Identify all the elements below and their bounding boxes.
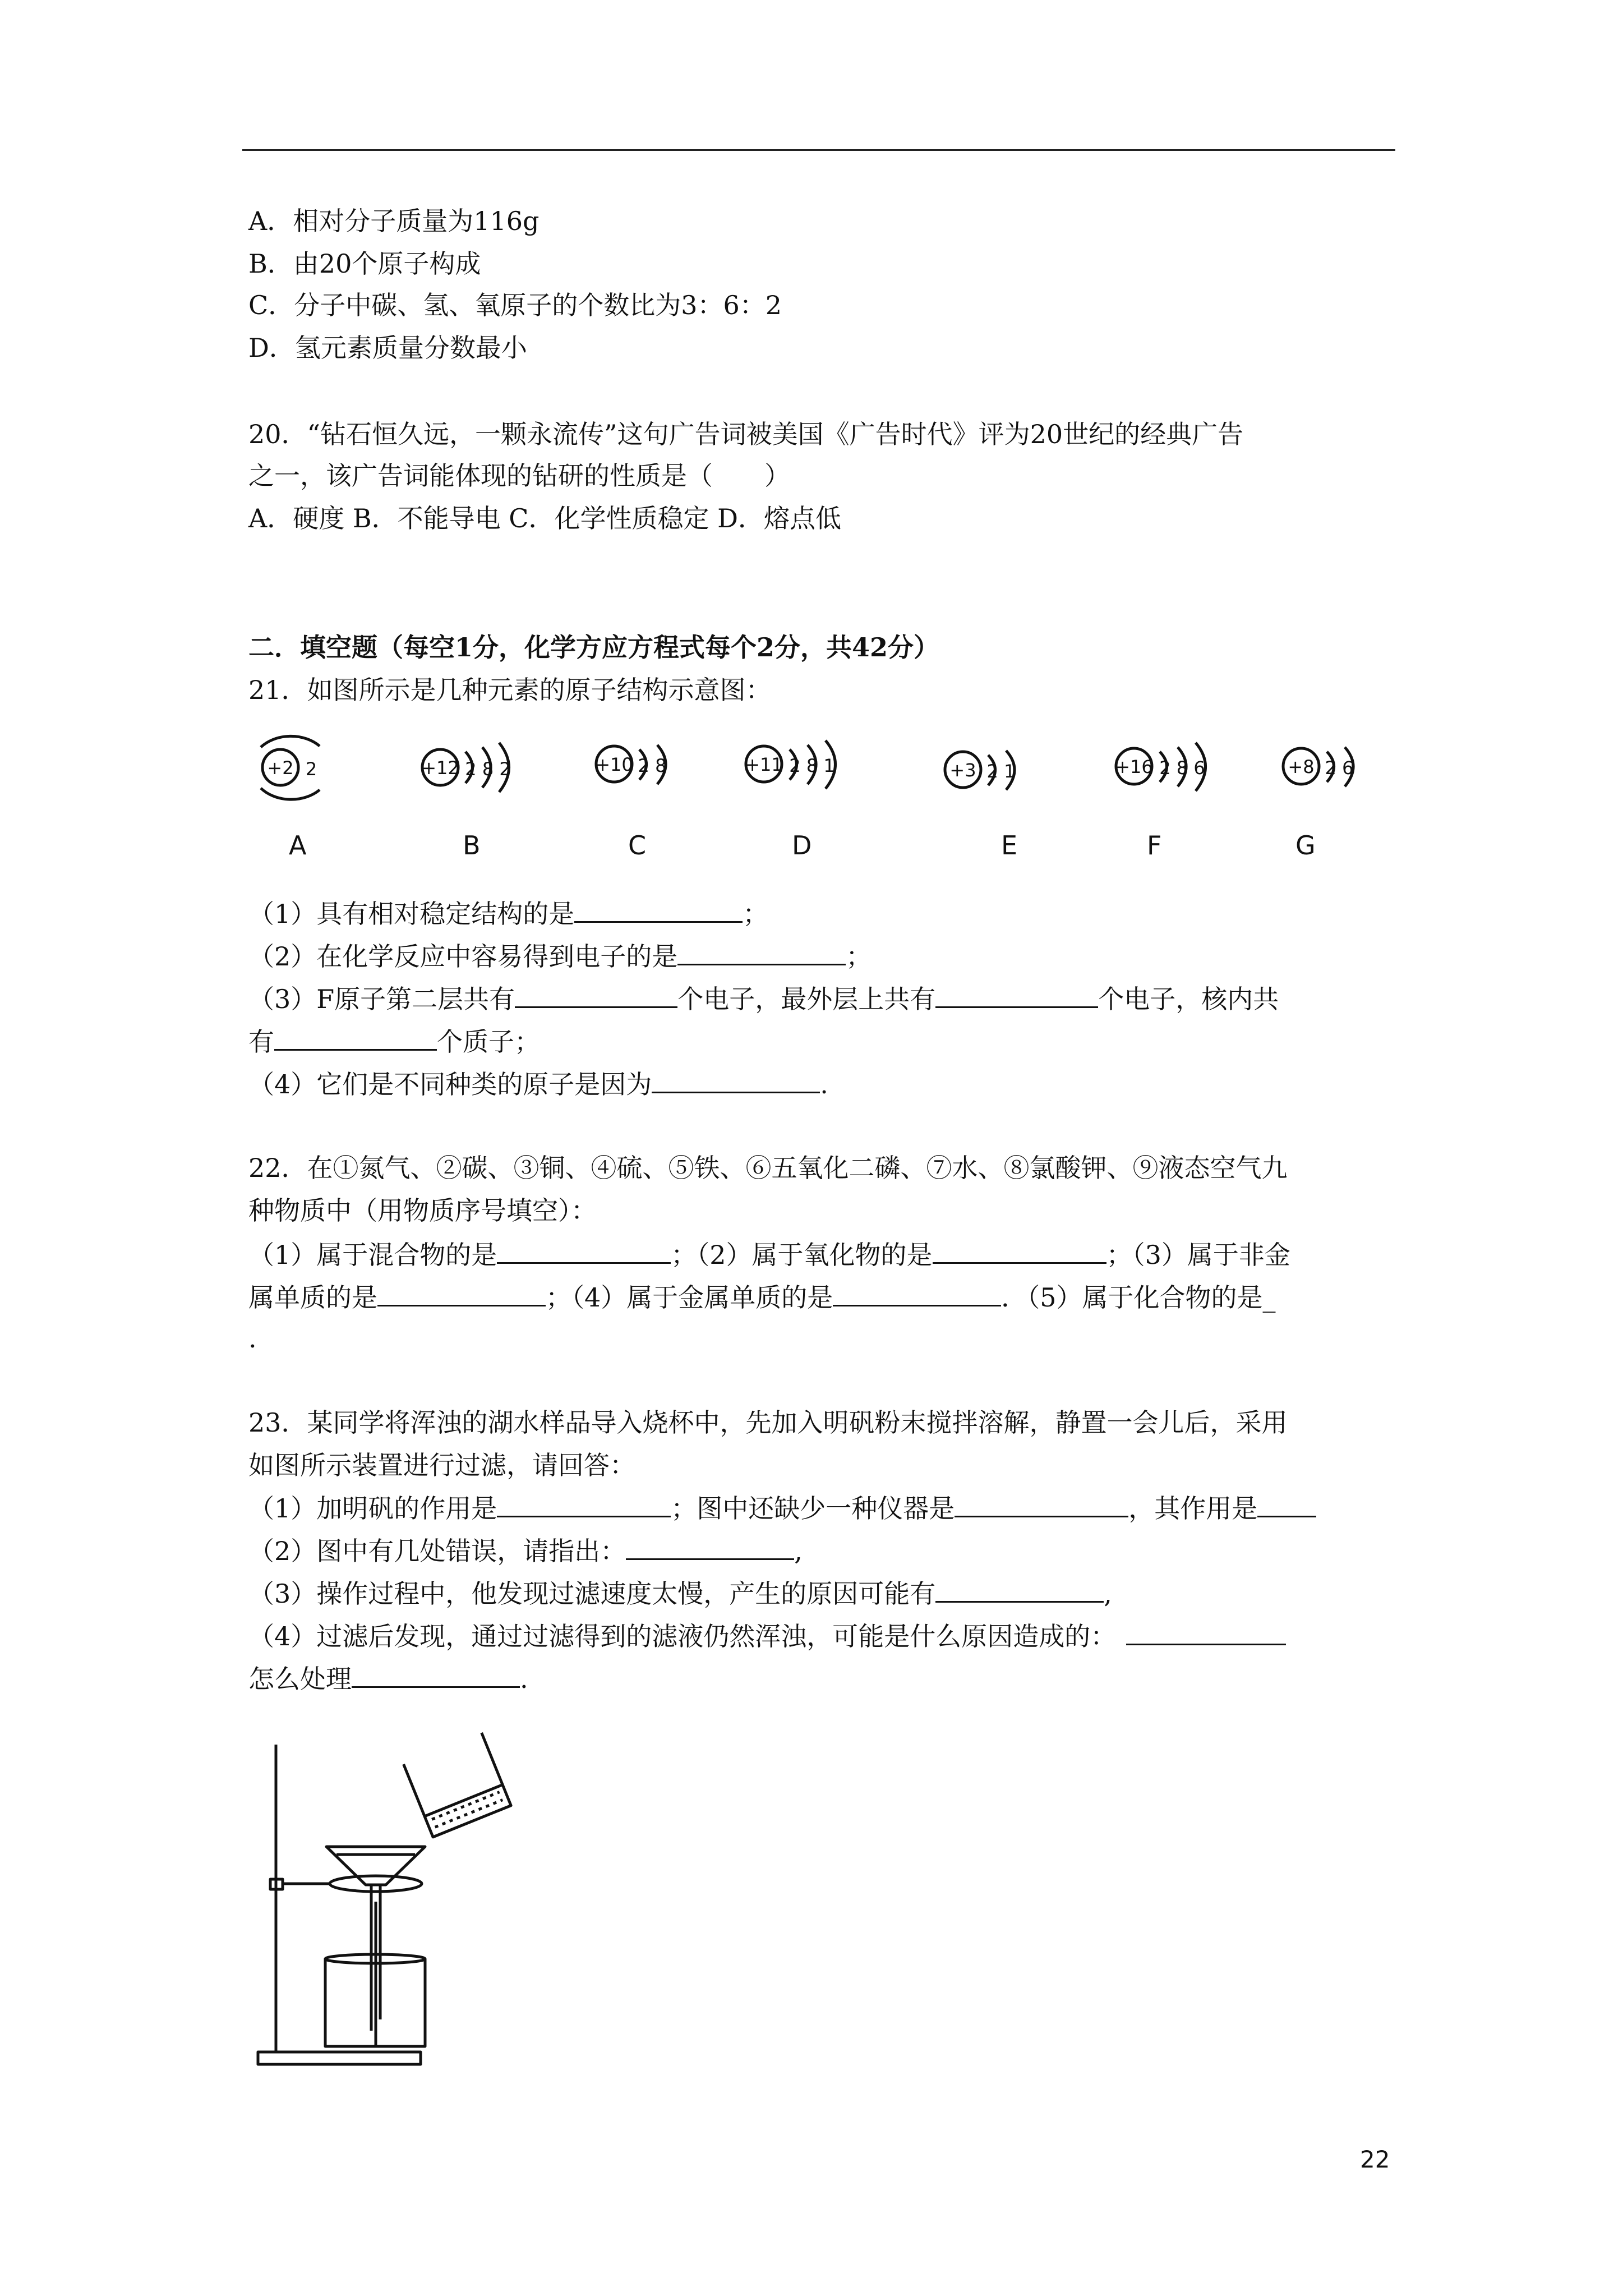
q21-part3-text-d: 有 [248,1027,274,1057]
answer-blank[interactable] [652,1066,820,1093]
q23-part3 [248,1575,1112,1611]
q19-option-a: A．相对分子质量为116g [248,206,540,236]
answer-blank[interactable] [574,895,743,923]
q19-option-c: C．分子中碳、氢、氧原子的个数比为3：6：2 [248,290,782,320]
q23-text-3end: , [1104,1579,1112,1609]
q22-text-b: ；（2）属于氧化物的是 [671,1240,933,1270]
q23-text-1a: （1）加明矾的作用是 [248,1493,497,1524]
atom-label-b: B [463,830,481,861]
answer-blank[interactable] [1257,1490,1316,1517]
answer-blank[interactable] [274,1023,437,1051]
q21-part3-text-e: 个质子； [437,1027,540,1057]
q21-stem: 21．如图所示是几种元素的原子结构示意图： [248,675,772,705]
q22-line5: . [248,1323,257,1354]
q23-part5 [248,1660,528,1696]
q22-text-c: ；（3）属于非金 [1106,1240,1290,1270]
answer-blank[interactable] [955,1490,1128,1517]
q21-part1-text: （1）具有相对稳定结构的是 [248,899,575,929]
q21-part4-text: （4）它们是不同种类的原子是因为 [248,1069,652,1099]
q23-stem-line1: 23．某同学将浑浊的湖水样品导入烧杯中，先加入明矾粉末搅拌溶解，静置一会儿后，采用 [248,1407,1288,1438]
q21-part1 [248,895,768,931]
atom-e-nucleus: +3 [949,760,976,781]
atom-label-d: D [792,830,812,861]
atom-a-nucleus: +2 [267,757,294,779]
answer-blank[interactable] [377,1279,546,1306]
stand-base [258,2052,421,2064]
q20-stem-line2: 之一，该广告词能体现的钻研的性质是（ ） [248,461,790,491]
answer-blank[interactable] [497,1490,671,1517]
q21-part4 [248,1066,828,1101]
answer-blank[interactable] [677,938,846,965]
atom-e-shells: 2 1 [986,761,1016,782]
section2-title: 二．填空题（每空1分，化学方应方程式每个2分，共42分） [248,632,940,662]
q21-part2-end: ； [846,941,872,972]
atom-c-nucleus: +10 [595,754,633,775]
q21-part2 [248,938,872,973]
q21-part1-end: ； [743,899,769,929]
atom-d-shells: 2 8 1 [789,755,835,776]
atom-label-e: E [1001,830,1018,861]
atom-b-shells: 2 8 2 [465,758,511,780]
atom-f-shells: 2 8 6 [1159,757,1205,779]
q23-text-5end: . [520,1664,528,1694]
answer-blank[interactable] [626,1533,794,1560]
q23-text-5a: 怎么处理 [248,1664,352,1694]
atom-label-g: G [1295,830,1316,861]
q22-text-f: ．（5）属于化合物的是_ [1001,1282,1276,1313]
answer-blank[interactable] [833,1279,1001,1306]
q21-part3-text-a: （3）F原子第二层共有 [248,984,515,1014]
q23-text-2a: （2）图中有几处错误，请指出： [248,1536,626,1566]
answer-blank[interactable] [935,1575,1104,1603]
q23-text-3a: （3）操作过程中，他发现过滤速度太慢，产生的原因可能有 [248,1579,936,1609]
answer-blank[interactable] [935,981,1098,1008]
atom-d-nucleus: +11 [745,754,783,775]
atom-f-nucleus: +16 [1115,756,1153,777]
q19-option-d: D．氢元素质量分数最小 [248,333,527,363]
answer-blank[interactable] [515,981,677,1008]
q22-text-e: ；（4）属于金属单质的是 [546,1282,833,1313]
atom-b-nucleus: +12 [421,757,459,779]
q21-part3-line1 [248,981,1279,1016]
q23-stem-line2: 如图所示装置进行过滤，请回答： [248,1450,635,1480]
q22-text-a: （1）属于混合物的是 [248,1240,497,1270]
q22-line3 [248,1236,1290,1272]
q23-text-1b: ；图中还缺少一种仪器是 [671,1493,955,1524]
atom-c-shells: 2 8 [638,755,667,776]
q23-text-4a: （4）过滤后发现，通过过滤得到的滤液仍然浑浊，可能是什么原因造成的： [248,1621,1117,1651]
q21-part3-line2 [248,1023,540,1059]
atom-g-shells: 2 6 [1325,757,1354,779]
q22-line4 [248,1279,1276,1314]
atom-structure-diagrams [241,729,1391,881]
q23-part1 [248,1490,1316,1525]
q22-text-d: 属单质的是 [248,1282,377,1313]
filtration-apparatus-diagram [247,1717,516,2076]
pouring-beaker [404,1733,511,1837]
q23-part2 [248,1533,803,1568]
atom-label-a: A [289,830,307,861]
q22-stem-line2: 种物质中（用物质序号填空）： [248,1195,597,1226]
header-rule [242,149,1395,151]
q23-text-2end: , [794,1536,803,1566]
q21-part3-text-b: 个电子，最外层上共有 [677,984,936,1014]
answer-blank[interactable] [1126,1618,1286,1645]
q23-part4 [248,1618,1286,1653]
answer-blank[interactable] [933,1236,1106,1264]
answer-blank[interactable] [497,1236,671,1264]
q20-stem-line1: 20．“钻石恒久远，一颗永流传”这句广告词被美国《广告时代》评为20世纪的经典广告 [248,419,1244,449]
q21-part4-end: . [820,1069,828,1099]
q20-options: A．硬度 B．不能导电 C．化学性质稳定 D．熔点低 [248,503,841,533]
page-number: 22 [1360,2146,1390,2173]
answer-blank[interactable] [352,1660,520,1688]
atom-diagram-svg [241,729,1391,881]
atom-label-c: C [628,830,647,861]
q21-part3-text-c: 个电子，核内共 [1098,984,1279,1014]
atom-label-f: F [1147,830,1162,861]
q21-part2-text: （2）在化学反应中容易得到电子的是 [248,941,678,972]
atom-g-nucleus: +8 [1288,756,1315,777]
atom-a-shells: 2 [305,758,317,780]
q19-option-b: B．由20个原子构成 [248,249,481,279]
filtration-apparatus-svg [247,1717,516,2076]
q23-text-1c: ，其作用是 [1128,1493,1258,1524]
q22-stem-line1: 22．在①氮气、②碳、③铜、④硫、⑤铁、⑥五氧化二磷、⑦水、⑧氯酸钾、⑨液态空气九 [248,1153,1288,1183]
